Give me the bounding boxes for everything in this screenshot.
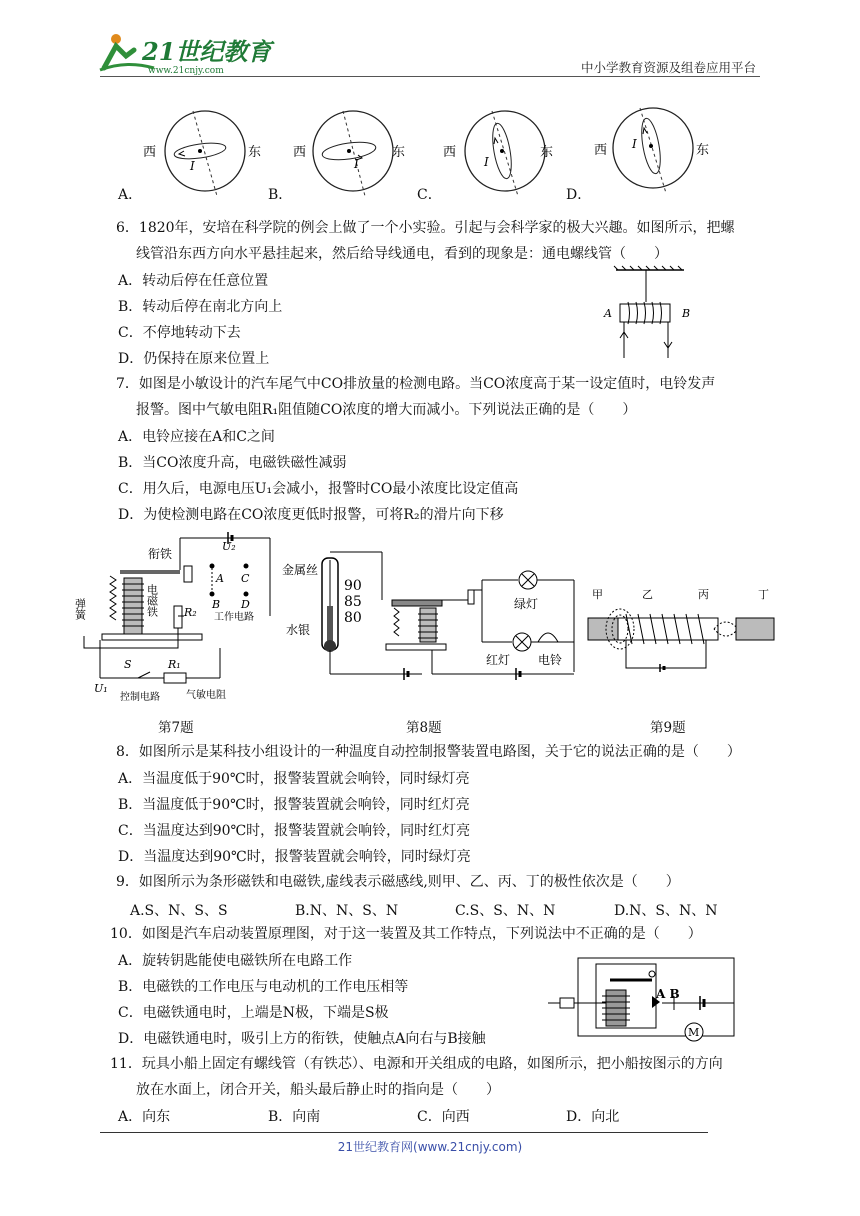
q7-stem-line1: 7．如图是小敏设计的汽车尾气中CO排放量的检测电路。当CO浓度高于某一设定值时，电铃发声 bbox=[116, 376, 716, 392]
q5-figure-a bbox=[143, 111, 261, 196]
q5-option-a[interactable]: A． bbox=[118, 187, 143, 203]
logo-url: www.21cnjy.com bbox=[148, 66, 224, 76]
q6-label-b: B bbox=[682, 307, 691, 320]
q8-option-b[interactable]: B．当温度低于90℃时，报警装置就会响铃，同时红灯亮 bbox=[118, 797, 470, 813]
q5c-current: I bbox=[484, 155, 489, 169]
fig7-r1: R₁ bbox=[168, 658, 181, 671]
q5-option-b[interactable]: B． bbox=[268, 187, 293, 203]
fig8-caption: 第8题 bbox=[406, 720, 442, 736]
fig9-yi: 乙 bbox=[642, 588, 653, 601]
q5-figure-b bbox=[293, 111, 405, 196]
q11-stem-line1: 11．玩具小船上固定有螺线管（有铁芯）、电源和开关组成的电路，如图所示，把小船按图示的方向 bbox=[110, 1056, 723, 1072]
q6-option-c[interactable]: C．不停地转动下去 bbox=[118, 325, 241, 341]
q7-circuit-figure bbox=[73, 528, 280, 704]
fig7-control-circuit: 控制电路 bbox=[120, 692, 160, 703]
fig7-work-circuit: 工作电路 bbox=[214, 612, 254, 623]
header-divider bbox=[100, 76, 760, 77]
footer-divider bbox=[100, 1132, 708, 1133]
q11-option-d[interactable]: D．向北 bbox=[566, 1109, 620, 1125]
q10-starter-figure bbox=[544, 954, 740, 1044]
q8-circuit-figure bbox=[282, 546, 582, 696]
q5-figure-c bbox=[443, 111, 553, 196]
q9-stem: 9．如图所示为条形磁铁和电磁铁,虚线表示磁感线,则甲、乙、丙、丁的极性依次是（ ） bbox=[116, 874, 680, 890]
fig7-spring: 弹簧 bbox=[73, 598, 87, 620]
q5-option-d[interactable]: D． bbox=[566, 187, 592, 203]
q7-stem-line2: 报警。图中气敏电阻R₁阻值随CO浓度的增大而减小。下列说法正确的是（ ） bbox=[136, 402, 637, 418]
q10-option-d[interactable]: D．电磁铁通电时，吸引上方的衔铁，使触点A向右与B接触 bbox=[118, 1031, 486, 1047]
q6-option-b[interactable]: B．转动后停在南北方向上 bbox=[118, 299, 283, 315]
fig8-t80: 80 bbox=[344, 610, 362, 626]
q5d-current: I bbox=[632, 137, 637, 151]
q5c-east: 东 bbox=[540, 145, 554, 160]
q5a-west: 西 bbox=[143, 145, 157, 160]
q9-option-a[interactable]: A.S、N、S、S bbox=[130, 903, 228, 919]
fig8-wire: 金属丝 bbox=[282, 563, 319, 577]
q6-stem-line1: 6．1820年，安培在科学院的例会上做了一个小实验。引起与会科学家的极大兴趣。如图所示，把螺 bbox=[116, 220, 735, 236]
fig7-c: C bbox=[241, 572, 250, 585]
q5-figure-d bbox=[594, 108, 709, 193]
q8-stem: 8．如图所示是某科技小组设计的一种温度自动控制报警装置电路图，关于它的说法正确的是（ ） bbox=[116, 744, 741, 760]
q10-motor: M bbox=[688, 1026, 700, 1039]
fig7-gas-resistor: 气敏电阻 bbox=[186, 690, 226, 701]
fig7-r2: R₂ bbox=[184, 606, 197, 619]
q11-option-a[interactable]: A．向东 bbox=[118, 1109, 171, 1125]
site-logo bbox=[96, 30, 272, 76]
fig7-u2: U₂ bbox=[222, 540, 236, 553]
q8-option-a[interactable]: A．当温度低于90℃时，报警装置就会响铃，同时绿灯亮 bbox=[118, 771, 470, 787]
q5d-east: 东 bbox=[696, 143, 710, 158]
q5-option-c[interactable]: C． bbox=[417, 187, 442, 203]
q5-figures bbox=[130, 106, 770, 202]
q5b-west: 西 bbox=[293, 145, 307, 160]
fig8-green: 绿灯 bbox=[514, 597, 539, 611]
fig9-bing: 丙 bbox=[698, 588, 709, 601]
fig9-ding: 丁 bbox=[758, 588, 769, 601]
q5b-east: 东 bbox=[392, 145, 406, 160]
q10-option-a[interactable]: A．旋转钥匙能使电磁铁所在电路工作 bbox=[118, 953, 353, 969]
q10-label-ab: A B bbox=[656, 987, 680, 1001]
q9-option-d[interactable]: D.N、S、N、N bbox=[614, 903, 718, 919]
q11-option-c[interactable]: C．向西 bbox=[417, 1109, 470, 1125]
fig9-caption: 第9题 bbox=[650, 720, 686, 736]
fig7-b: B bbox=[212, 598, 221, 611]
q5b-current: I bbox=[354, 157, 359, 171]
q7-option-d[interactable]: D．为使检测电路在CO浓度更低时报警，可将R₂的滑片向下移 bbox=[118, 507, 504, 523]
fig8-t85: 85 bbox=[344, 594, 362, 610]
q10-option-c[interactable]: C．电磁铁通电时，上端是N极，下端是S极 bbox=[118, 1005, 389, 1021]
q7-option-a[interactable]: A．电铃应接在A和C之间 bbox=[118, 429, 275, 445]
q9-option-b[interactable]: B.N、N、S、N bbox=[295, 903, 399, 919]
fig8-mercury: 水银 bbox=[286, 623, 311, 637]
q11-option-b[interactable]: B．向南 bbox=[268, 1109, 321, 1125]
q9-option-c[interactable]: C.S、S、N、N bbox=[455, 903, 556, 919]
fig7-caption: 第7题 bbox=[158, 720, 194, 736]
fig7-electromagnet: 电磁铁 bbox=[145, 584, 159, 617]
fig7-a: A bbox=[216, 572, 224, 585]
q10-stem: 10．如图是汽车启动装置原理图，对于这一装置及其工作特点，下列说法中不正确的是（ ） bbox=[110, 926, 702, 942]
fig7-s: S bbox=[124, 658, 132, 671]
logo-text: 21世纪教育 bbox=[142, 37, 272, 66]
q7-option-c[interactable]: C．用久后，电源电压U₁会减小，报警时CO最小浓度比设定值高 bbox=[118, 481, 519, 497]
fig7-armature: 衔铁 bbox=[148, 547, 173, 561]
q5a-east: 东 bbox=[248, 145, 262, 160]
footer-text[interactable]: 21世纪教育网(www.21cnjy.com) bbox=[337, 1140, 523, 1154]
q9-magnet-figure bbox=[586, 584, 776, 680]
q8-option-d[interactable]: D．当温度达到90℃时，报警装置就会响铃，同时绿灯亮 bbox=[118, 849, 471, 865]
q6-option-d[interactable]: D．仍保持在原来位置上 bbox=[118, 351, 270, 367]
q10-option-b[interactable]: B．电磁铁的工作电压与电动机的工作电压相等 bbox=[118, 979, 409, 995]
platform-name: 中小学教育资源及组卷应用平台 bbox=[580, 60, 756, 75]
fig9-jia: 甲 bbox=[592, 588, 603, 601]
q6-stem-line2: 线管沿东西方向水平悬挂起来，然后给导线通电，看到的现象是：通电螺线管（ ） bbox=[136, 246, 668, 262]
q6-option-a[interactable]: A．转动后停在任意位置 bbox=[118, 273, 269, 289]
q5d-west: 西 bbox=[594, 143, 608, 158]
q5c-west: 西 bbox=[443, 145, 457, 160]
fig8-bell: 电铃 bbox=[538, 653, 563, 667]
q6-solenoid-figure bbox=[596, 266, 696, 362]
q8-option-c[interactable]: C．当温度达到90℃时，报警装置就会响铃，同时红灯亮 bbox=[118, 823, 471, 839]
q5a-current: I bbox=[190, 159, 195, 173]
q6-label-a: A bbox=[604, 307, 612, 320]
fig8-t90: 90 bbox=[344, 578, 362, 594]
fig8-red: 红灯 bbox=[486, 653, 511, 667]
fig7-d: D bbox=[241, 598, 250, 611]
q7-option-b[interactable]: B．当CO浓度升高，电磁铁磁性减弱 bbox=[118, 455, 347, 471]
fig7-u1: U₁ bbox=[94, 682, 108, 695]
q11-stem-line2: 放在水面上，闭合开关，船头最后静止时的指向是（ ） bbox=[136, 1082, 500, 1098]
